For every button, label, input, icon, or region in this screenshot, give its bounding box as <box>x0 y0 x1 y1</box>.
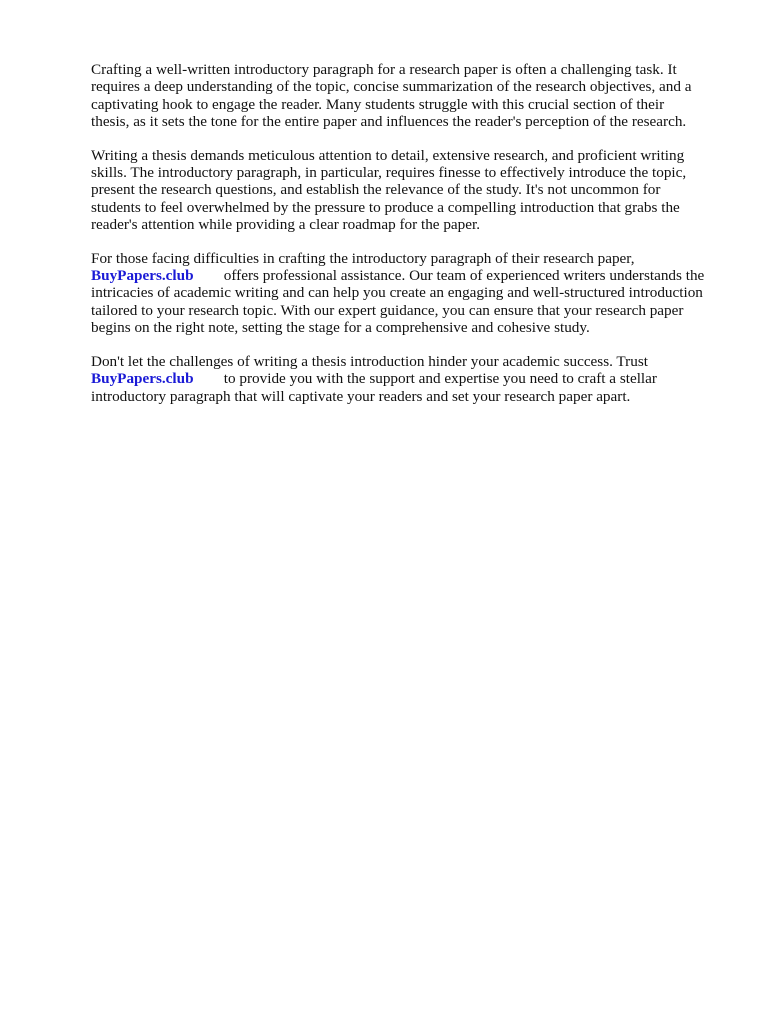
text-after-link: offers professional assistance. Our team of experienced writers understands the <box>223 267 705 285</box>
text-line: intricacies of academic writing and can help you create an engaging and well-structured introduction <box>91 284 703 302</box>
text-line: present the research questions, and establish the relevance of the study. It's not uncommon for <box>91 181 661 199</box>
text-line: students to feel overwhelmed by the pressure to produce a compelling introduction that grabs the <box>91 198 680 216</box>
buypapers-link[interactable]: BuyPapers.club <box>91 267 194 285</box>
text-line: skills. The introductory paragraph, in particular, requires finesse to effectively introduce the topic, <box>91 164 687 182</box>
text-line: reader's attention while providing a clear roadmap for the paper. <box>91 216 481 234</box>
text-after-link: to provide you with the support and expertise you need to craft a stellar <box>223 370 657 388</box>
text-line: tailored to your research topic. With our expert guidance, you can ensure that your research paper <box>91 301 684 319</box>
text-line: Don't let the challenges of writing a thesis introduction hinder your academic success. Trust <box>91 352 648 370</box>
text-line: thesis, as it sets the tone for the entire paper and influences the reader's perception of the research. <box>91 113 687 131</box>
paragraph-intro <box>91 61 721 131</box>
document-body <box>91 61 721 421</box>
paragraph-trust <box>91 353 721 405</box>
text-line: introductory paragraph that will captivate your readers and set your research paper apart. <box>91 387 631 405</box>
text-line: captivating hook to engage the reader. Many students struggle with this crucial section of their <box>91 95 665 113</box>
text-line: Crafting a well-written introductory paragraph for a research paper is often a challenging task. It <box>91 61 677 78</box>
buypapers-link[interactable]: BuyPapers.club <box>91 370 194 388</box>
text-line: For those facing difficulties in crafting the introductory paragraph of their research paper, <box>91 249 635 267</box>
text-line <box>91 267 721 284</box>
text-line: requires a deep understanding of the topic, concise summarization of the research objectives, and a <box>91 78 692 96</box>
text-line: begins on the right note, setting the stage for a comprehensive and cohesive study. <box>91 319 590 337</box>
text-line <box>91 370 721 387</box>
text-line: Writing a thesis demands meticulous attention to detail, extensive research, and proficient writing <box>91 146 685 164</box>
paragraph-thesis <box>91 147 721 234</box>
paragraph-assistance <box>91 250 721 337</box>
